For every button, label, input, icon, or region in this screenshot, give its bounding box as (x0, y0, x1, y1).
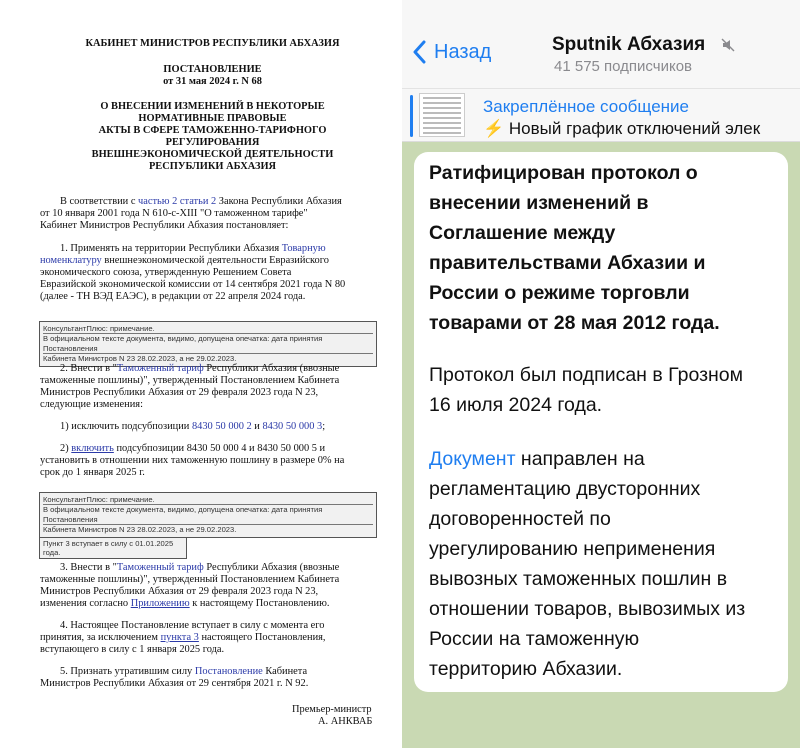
effective-date-tag: Пункт 3 вступает в силу с 01.01.2025 года. (39, 537, 187, 559)
doc-p2-line: таможенные пошлины)", утвержденный Постановлением Кабинета (40, 375, 340, 386)
doc-p4-line: принятия, за исключением пункта 3 настоящего Постановления, (40, 632, 326, 643)
doc-heading-line: АКТЫ В СФЕРЕ ТАМОЖЕННО-ТАРИФНОГО (98, 125, 327, 136)
mute-icon (721, 38, 735, 52)
doc-intro-line: от 10 января 2001 года N 610-с-XIII "О таможенном тарифе" (40, 208, 308, 219)
pinned-indicator (410, 95, 413, 137)
doc-p4-line: 4. Настоящее Постановление вступает в силу с момента его (60, 620, 325, 631)
doc-p1-line: Евразийской экономической комиссии от 14 сентября 2021 года N 80 (40, 279, 346, 290)
doc-p3-line: таможенные пошлины)", утвержденный Постановлением Кабинета (40, 574, 340, 585)
signature-role: Премьер-министр (292, 704, 372, 715)
doc-p2-2-line: установить в отношении них таможенную пошлину в размере 0% на (40, 455, 345, 466)
doc-heading-line: О ВНЕСЕНИИ ИЗМЕНЕНИЙ В НЕКОТОРЫЕ (100, 101, 325, 112)
doc-heading-line: НОРМАТИВНЫЕ ПРАВОВЫЕ (138, 113, 287, 124)
doc-p2-2-line: 2) включить подсубпозиции 8430 50 000 4 и 8430 50 000 5 и (60, 443, 326, 454)
doc-link[interactable]: Постановление (194, 666, 263, 677)
doc-intro-line: Кабинет Министров Республики Абхазия постановляет: (40, 220, 289, 231)
doc-link[interactable]: 8430 50 000 2 (191, 421, 252, 432)
doc-link[interactable]: включить (71, 443, 114, 454)
doc-p3-line: Министров Республики Абхазия от 29 февраля 2023 года N 23, (40, 586, 319, 597)
doc-link[interactable]: Таможенный тариф (116, 363, 204, 374)
channel-title[interactable]: Sputnik Абхазия (552, 34, 706, 55)
back-button[interactable] (412, 36, 491, 68)
doc-p2-line: Министров Республики Абхазия от 29 февраля 2023 года N 23, (40, 387, 319, 398)
doc-p2-1-line: 1) исключить подсубпозиции 8430 50 000 2 и 8430 50 000 3; (60, 421, 326, 432)
doc-p3-line: изменения согласно Приложению к настоящему Постановлению. (40, 598, 330, 609)
doc-link[interactable]: Приложению (130, 598, 190, 609)
message-paragraph: Протокол был подписан в Грозном 16 июля 2024 года. (429, 364, 744, 416)
doc-p1-line: (далее - ТН ВЭД ЕАЭС), в редакции от 22 апреля 2024 года. (40, 291, 306, 302)
doc-heading-line: РЕСПУБЛИКИ АБХАЗИЯ (148, 161, 277, 172)
doc-link[interactable]: частью 2 статьи 2 (138, 196, 217, 207)
signature-name: А. АНКВАБ (318, 716, 373, 727)
doc-intro-line: В соответствии с частью 2 статьи 2 Закона Республики Абхазия (60, 196, 342, 207)
doc-p1-line: экономического союза, утвержденную Решением Совета (40, 267, 292, 278)
back-label: Назад (434, 40, 492, 63)
doc-link[interactable]: номенклатуру (40, 255, 102, 266)
doc-link[interactable]: Товарную (281, 243, 326, 254)
message-title: Ратифицирован протокол о внесении изменений в Соглашение между правительствами Абхазии и России о режиме торговли товарами от 28 мая 2012 года. (429, 162, 720, 334)
subscriber-count: 41 575 подписчиков (554, 58, 693, 75)
doc-cabinet: КАБИНЕТ МИНИСТРОВ РЕСПУБЛИКИ АБХАЗИЯ (85, 38, 340, 49)
document-link[interactable]: Документ (429, 448, 516, 470)
doc-p3-line: 3. Внести в "Таможенный тариф Республики Абхазия (ввозные (60, 562, 340, 573)
pinned-title: Закреплённое сообщение (483, 97, 689, 116)
chevron-left-icon (412, 40, 426, 64)
telegram-channel-view (402, 0, 800, 748)
doc-p5-line: Министров Республики Абхазия от 29 сентября 2021 г. N 92. (40, 678, 309, 689)
doc-resolution-date: от 31 мая 2024 г. N 68 (163, 76, 262, 87)
message-paragraph: Документ направлен на регламентацию двусторонних договоренностей по урегулированию неприменения вывозных таможенных пошлин в отношении товаров, вывозимых из России на таможенную территорию Абхазии. (429, 448, 746, 680)
doc-link[interactable]: Таможенный тариф (116, 562, 204, 573)
consultant-note: КонсультантПлюс: примечание. В официальном тексте документа, видимо, допущена опечатка: дата принятия Постановления Кабинета Министров N 23 28.02.2023, а не 29.02.2023. (39, 492, 377, 538)
doc-p5-line: 5. Признать утратившим силу Постановление Кабинета (60, 666, 308, 677)
doc-heading-line: ВНЕШНЕЭКОНОМИЧЕСКОЙ ДЕЯТЕЛЬНОСТИ (91, 149, 334, 160)
message-bubble[interactable] (414, 152, 788, 692)
lightning-icon: ⚡ (483, 119, 505, 138)
doc-resolution-title: ПОСТАНОВЛЕНИЕ (163, 64, 262, 75)
doc-p1-line: 1. Применять на территории Республики Абхазия Товарную (60, 243, 326, 254)
doc-p2-line: 2. Внести в "Таможенный тариф Республики Абхазия (ввозные (60, 363, 340, 374)
doc-link[interactable]: 8430 50 000 3 (262, 421, 323, 432)
doc-heading-line: РЕГУЛИРОВАНИЯ (165, 137, 260, 148)
pinned-text: ⚡ Новый график отключений элек (483, 119, 761, 138)
consultant-note: КонсультантПлюс: примечание. В официальном тексте документа, видимо, допущена опечатка: дата принятия Постановления Кабинета Министров N 23 28.02.2023, а не 29.02.2023. (39, 321, 377, 367)
pinned-thumbnail (419, 93, 465, 137)
doc-link[interactable]: пункта 3 (160, 632, 199, 643)
doc-p4-line: вступающего в силу с 1 января 2025 года. (40, 644, 225, 655)
doc-p2-2-line: срок до 1 января 2025 г. (40, 467, 145, 478)
channel-header (402, 0, 800, 88)
doc-p2-line: следующие изменения: (40, 399, 143, 410)
doc-p1-line: номенклатуру внешнеэкономической деятельности Евразийского (40, 255, 329, 266)
pinned-message-bar[interactable] (402, 88, 800, 142)
